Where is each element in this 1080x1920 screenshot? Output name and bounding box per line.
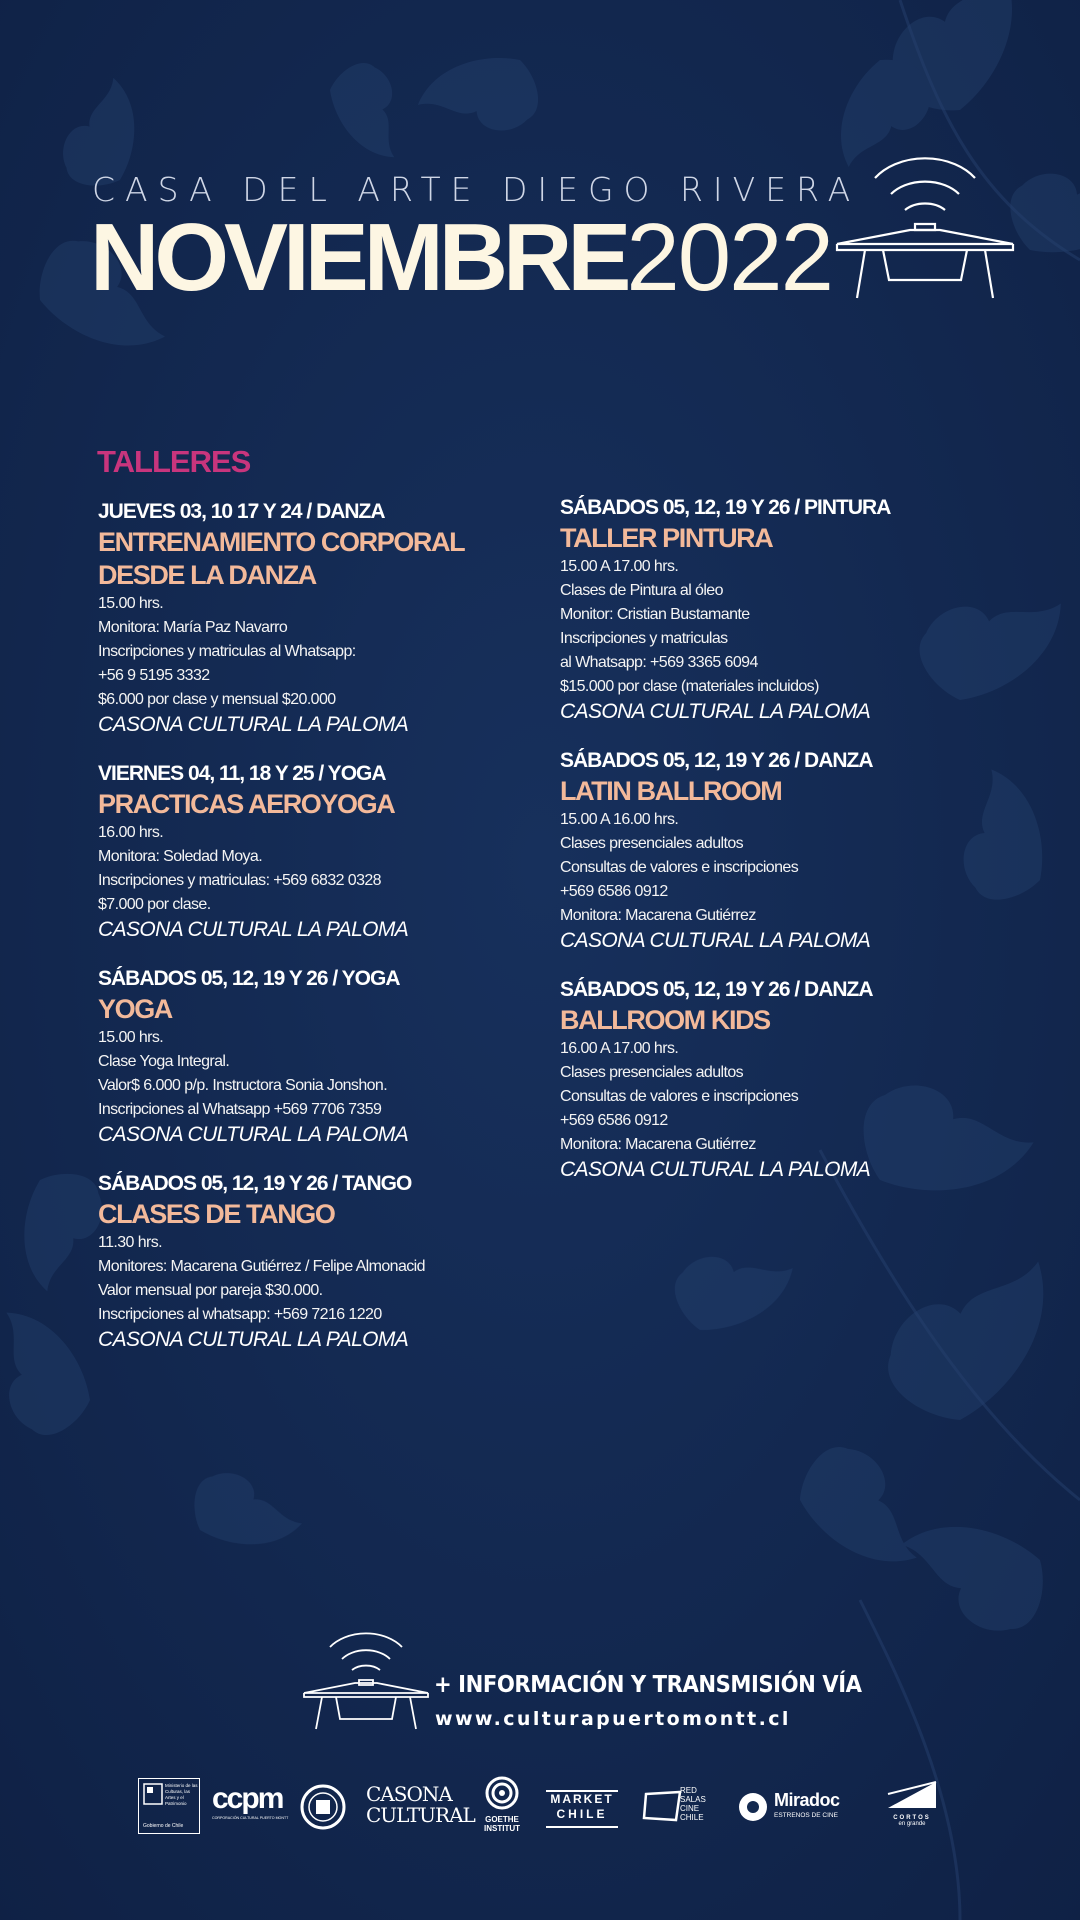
event-detail: Monitora: Soledad Moya. <box>98 848 263 865</box>
goethe-text: GOETHE <box>485 1815 519 1824</box>
market-chile-logo <box>546 1790 618 1828</box>
event-detail: Monitora: Macarena Gutiérrez <box>560 907 756 924</box>
event-card <box>560 494 1030 725</box>
event-title: BALLROOM KIDS <box>560 1005 770 1035</box>
event-venue: CASONA CULTURAL LA PALOMA <box>98 918 409 941</box>
event-detail: Monitores: Macarena Gutiérrez / Felipe Almonacid <box>98 1258 425 1275</box>
market-text: MARKET <box>550 1792 614 1806</box>
event-detail: Clases de Pintura al óleo <box>560 582 723 599</box>
event-detail: 15.00 A 17.00 hrs. <box>560 558 679 575</box>
event-title: TALLER PINTURA <box>560 523 773 553</box>
coat-of-arms-icon <box>143 1783 163 1805</box>
event-card <box>98 498 538 738</box>
event-detail: +569 6586 0912 <box>560 1112 668 1129</box>
ministerio-logo <box>138 1778 200 1834</box>
miradoc-subtext: ESTRENOS DE CINE <box>774 1812 838 1819</box>
event-detail: Clases presenciales adultos <box>560 835 744 852</box>
miradoc-badge-icon <box>738 1792 768 1822</box>
event-title: PRACTICAS AEROYOGA <box>98 789 395 819</box>
event-date: VIERNES 04, 11, 18 Y 25 / YOGA <box>98 762 386 785</box>
event-detail: 15.00 hrs. <box>98 595 164 612</box>
event-date: SÁBADOS 05, 12, 19 Y 26 / DANZA <box>560 978 873 1001</box>
event-detail: Clases presenciales adultos <box>560 1064 744 1081</box>
seal-icon <box>300 1784 346 1830</box>
ministerio-subtext: Gobierno de Chile <box>143 1823 184 1829</box>
event-venue: CASONA CULTURAL LA PALOMA <box>98 1328 409 1351</box>
left-events-column <box>98 498 538 1375</box>
goethe-subtext: INSTITUT <box>484 1824 520 1833</box>
event-detail: 16.00 A 17.00 hrs. <box>560 1040 679 1057</box>
cortos-text: CORTOS <box>893 1815 931 1821</box>
event-detail: 15.00 hrs. <box>98 1029 164 1046</box>
event-card <box>98 1170 538 1353</box>
event-venue: CASONA CULTURAL LA PALOMA <box>560 700 871 723</box>
event-detail: +56 9 5195 3332 <box>98 667 210 684</box>
miradoc-logo <box>738 1788 848 1828</box>
year-text: 2022 <box>626 204 832 311</box>
event-detail: $15.000 por clase (materiales incluidos) <box>560 678 819 695</box>
ccpm-logo <box>212 1782 292 1832</box>
event-card <box>98 965 538 1148</box>
event-detail: Inscripciones y matriculas al Whatsapp: <box>98 643 356 660</box>
info-transmission-text: + INFORMACIÓN Y TRANSMISIÓN VÍA <box>434 1672 862 1698</box>
pavilion-broadcast-icon <box>302 1625 430 1731</box>
event-card <box>560 747 1030 954</box>
event-detail: $6.000 por clase y mensual $20.000 <box>98 691 336 708</box>
goethe-logo <box>478 1776 526 1840</box>
event-detail: 15.00 A 16.00 hrs. <box>560 811 679 828</box>
event-detail: Inscripciones y matriculas: +569 6832 0328 <box>98 872 381 889</box>
event-detail: Consultas de valores e inscripciones <box>560 859 799 876</box>
event-venue: CASONA CULTURAL LA PALOMA <box>98 713 409 736</box>
screen-icon <box>642 1790 682 1822</box>
event-detail: $7.000 por clase. <box>98 896 211 913</box>
event-venue: CASONA CULTURAL LA PALOMA <box>560 1158 871 1181</box>
organization-name: CASA DEL ARTE DIEGO RIVERA <box>92 170 861 209</box>
event-detail: 11.30 hrs. <box>98 1234 162 1251</box>
cortos-subtext: en grande <box>898 1821 926 1827</box>
ccpm-subtext: CORPORACIÓN CULTURAL PUERTO MONTT <box>212 1816 289 1820</box>
website-link[interactable]: www.culturapuertomontt.cl <box>435 1708 791 1730</box>
event-detail: Valor mensual por pareja $30.000. <box>98 1282 323 1299</box>
month-text: NOVIEMBRE <box>90 204 627 311</box>
event-card <box>98 760 538 943</box>
event-date: JUEVES 03, 10 17 Y 24 / DANZA <box>98 500 385 523</box>
event-title: LATIN BALLROOM <box>560 776 782 806</box>
event-detail: Monitora: María Paz Navarro <box>98 619 288 636</box>
event-detail: Inscripciones al Whatsapp +569 7706 7359 <box>98 1101 382 1118</box>
section-label: TALLERES <box>97 444 251 479</box>
casona-subtext: CULTURAL <box>366 1803 475 1827</box>
goethe-spiral-icon <box>485 1776 519 1810</box>
event-venue: CASONA CULTURAL LA PALOMA <box>98 1123 409 1146</box>
event-title: CLASES DE TANGO <box>98 1199 335 1229</box>
market-subtext: CHILE <box>556 1807 608 1821</box>
event-date: SÁBADOS 05, 12, 19 Y 26 / DANZA <box>560 749 873 772</box>
event-detail: al Whatsapp: +569 3365 6094 <box>560 654 758 671</box>
right-events-column <box>560 494 1030 1205</box>
cortos-logo <box>882 1780 942 1832</box>
red-salas-text: RED SALAS CINE CHILE <box>680 1786 706 1822</box>
event-venue: CASONA CULTURAL LA PALOMA <box>560 929 871 952</box>
event-detail: Inscripciones al whatsapp: +569 7216 1220 <box>98 1306 382 1323</box>
event-detail: +569 6586 0912 <box>560 883 668 900</box>
red-salas-logo <box>642 1786 722 1830</box>
event-date: SÁBADOS 05, 12, 19 Y 26 / TANGO <box>98 1172 412 1195</box>
casona-cultural-logo <box>366 1782 475 1834</box>
pavilion-broadcast-icon <box>835 148 1015 300</box>
event-detail: 16.00 hrs. <box>98 824 164 841</box>
event-date: SÁBADOS 05, 12, 19 Y 26 / PINTURA <box>560 496 891 519</box>
ministerio-text: Ministerio de las Culturas, las Artes y el Patrimonio <box>165 1783 198 1806</box>
event-detail: Monitor: Cristian Bustamante <box>560 606 750 623</box>
month-year-heading <box>90 204 832 311</box>
miradoc-text: Miradoc <box>774 1790 840 1810</box>
event-detail: Monitora: Macarena Gutiérrez <box>560 1136 756 1153</box>
municipal-seal-logo <box>300 1784 346 1830</box>
cortos-flag-icon <box>886 1780 938 1810</box>
casona-text: CASONA <box>366 1782 452 1806</box>
event-detail: Valor$ 6.000 p/p. Instructora Sonia Jonshon. <box>98 1077 388 1094</box>
sponsor-logos <box>130 1772 970 1842</box>
event-detail: Inscripciones y matriculas <box>560 630 728 647</box>
ccpm-text: ccpm <box>212 1782 283 1815</box>
event-title: YOGA <box>98 994 172 1024</box>
event-detail: Clase Yoga Integral. <box>98 1053 230 1070</box>
event-title: ENTRENAMIENTO CORPORAL DESDE LA DANZA <box>98 527 464 590</box>
event-date: SÁBADOS 05, 12, 19 Y 26 / YOGA <box>98 967 400 990</box>
event-detail: Consultas de valores e inscripciones <box>560 1088 799 1105</box>
event-card <box>560 976 1030 1183</box>
